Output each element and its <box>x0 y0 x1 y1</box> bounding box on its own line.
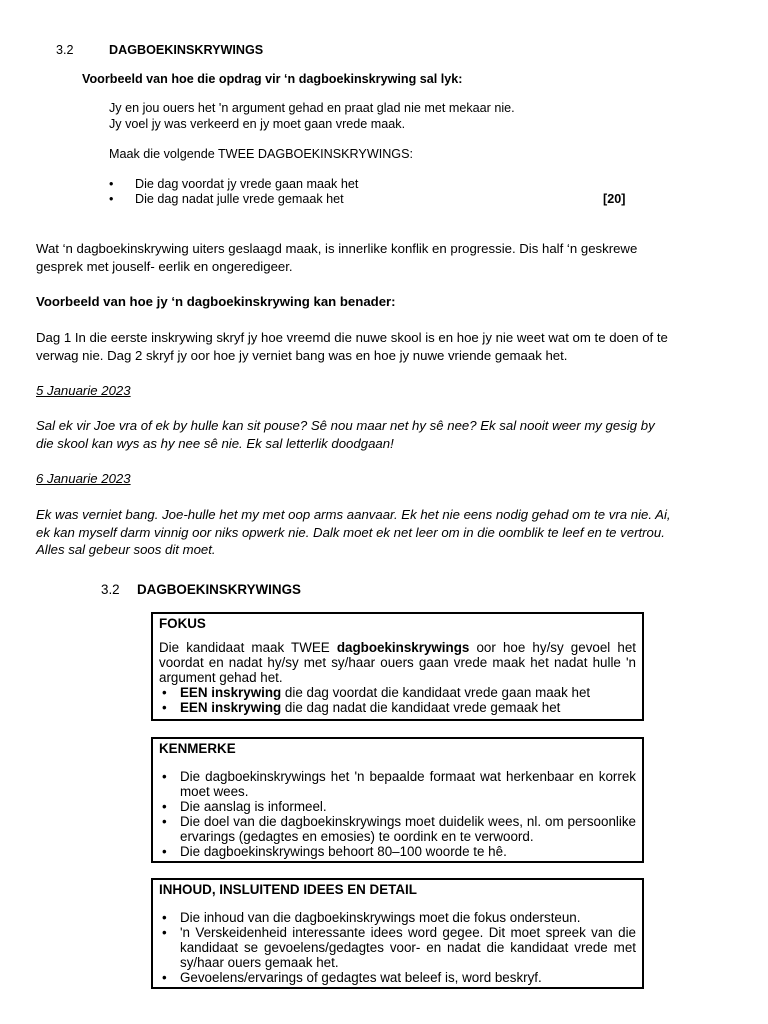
fokus-list <box>159 685 636 715</box>
kenmerke-title: KENMERKE <box>159 741 236 756</box>
inhoud-item-text: Die inhoud van die dagboekinskrywings moet die fokus ondersteun. <box>180 910 581 925</box>
fokus-item-1-bold: EEN inskrywing <box>180 685 282 700</box>
para2-line-2: verwag nie. Dag 2 skryf jy oor hoe jy verniet bang was en hoe jy nuwe vriende gemaak het. <box>36 348 568 363</box>
fokus-item-2-bold: EEN inskrywing <box>180 700 282 715</box>
rubric-section-title: DAGBOEKINSKRYWINGS <box>137 582 301 597</box>
entry2-line-2: ek kan myself darm vinnig oor niks opwerk nie. Dalk moet ek net leer om in die oomblik te leef en te vertrou. <box>36 525 665 540</box>
para1-line-1: Wat ‘n dagboekinskrywing uiters geslaagd maak, is innerlike konflik en progressie. Dis half ‘n geskrewe <box>36 241 638 256</box>
kenmerke-item <box>159 769 636 799</box>
kenmerke-item <box>159 799 636 814</box>
instruction: Maak die volgende TWEE DAGBOEKINSKRYWINGS: <box>109 147 413 161</box>
inhoud-item <box>159 910 636 925</box>
bullet-icon: • <box>162 970 167 985</box>
bullet-icon: • <box>162 700 167 715</box>
fokus-item-2-text: die dag nadat die kandidaat vrede gemaak het <box>281 700 561 715</box>
bullet-icon: • <box>162 685 167 700</box>
rubric-section-number: 3.2 <box>101 582 120 597</box>
fokus-item-1-text: die dag voordat die kandidaat vrede gaan maak het <box>281 685 591 700</box>
kenmerke-list <box>159 769 636 859</box>
example-heading: Voorbeeld van hoe die opdrag vir ‘n dagboekinskrywing sal lyk: <box>82 72 463 86</box>
inhoud-item-text: 'n Verskeidenheid interessante idees word gegee. Dit moet spreek van die kandidaat se gevoelens/gedagtes voor- en nadat die kandidaat vrede met sy/haar ouers gemaak het. <box>180 925 636 970</box>
entry-date-1: 5 Januarie 2023 <box>36 383 131 398</box>
fokus-text-bold: dagboekinskrywings <box>336 640 470 655</box>
inhoud-item <box>159 970 636 985</box>
fokus-text-post: oor hoe hy/sy gevoel het voordat en nadat hy/sy met sy/haar ouers gaan vrede maak het nadat hulle 'n argument gehad het. <box>159 640 637 685</box>
kenmerke-item <box>159 844 636 859</box>
kenmerke-item-text: Die aanslag is informeel. <box>180 799 327 814</box>
inhoud-item <box>159 925 636 970</box>
bullet-icon: • <box>162 844 167 859</box>
para2-line-1: Dag 1 In die eerste inskrywing skryf jy hoe vreemd die nuwe skool is en hoe jy nie weet wat om te doen of te <box>36 330 668 345</box>
task-bullet-1 <box>109 176 358 192</box>
prompt-line-1: Jy en jou ouers het 'n argument gehad en praat glad nie met mekaar nie. <box>109 101 515 115</box>
task-bullet-1-text: Die dag voordat jy vrede gaan maak het <box>135 177 359 191</box>
para1-line-2: gesprek met jouself- eerlik en ongeredigeer. <box>36 259 293 274</box>
fokus-item-1 <box>159 685 636 700</box>
kenmerke-box <box>151 737 644 863</box>
fokus-box <box>151 612 644 721</box>
inhoud-item-text: Gevoelens/ervarings of gedagtes wat beleef is, word beskryf. <box>180 970 542 985</box>
kenmerke-item-text: Die dagboekinskrywings het 'n bepaalde formaat wat herkenbaar en korrek moet wees. <box>180 769 636 799</box>
entry1-line-1: Sal ek vir Joe vra of ek by hulle kan sit pouse? Sê nou maar net hy sê nee? Ek sal nooit weer my gesig by <box>36 418 655 433</box>
task-bullet-2-text: Die dag nadat julle vrede gemaak het <box>135 192 344 206</box>
section-number: 3.2 <box>56 43 74 57</box>
inhoud-box <box>151 878 644 989</box>
inhoud-title: INHOUD, INSLUITEND IDEES EN DETAIL <box>159 882 417 897</box>
entry1-line-2: die skool kan wys as hy nee sê nie. Ek sal letterlik doodgaan! <box>36 436 394 451</box>
bullet-icon: • <box>162 799 167 814</box>
prompt-line-2: Jy voel jy was verkeerd en jy moet gaan vrede maak. <box>109 117 406 131</box>
bullet-icon: • <box>109 177 114 191</box>
bullet-icon: • <box>162 769 167 784</box>
entry2-line-3: Alles sal gebeur soos dit moet. <box>36 542 216 557</box>
approach-heading: Voorbeeld van hoe jy ‘n dagboekinskrywing kan benader: <box>36 294 396 309</box>
task-bullet-2 <box>109 191 344 207</box>
marks: [20] <box>603 192 626 206</box>
entry2-line-1: Ek was verniet bang. Joe-hulle het my met oop arms aanvaar. Ek het nie eens nodig gehad om te vra nie. Ai, <box>36 507 671 522</box>
entry-date-2: 6 Januarie 2023 <box>36 471 131 486</box>
bullet-icon: • <box>162 814 167 829</box>
inhoud-list <box>159 910 636 985</box>
section-title: DAGBOEKINSKRYWINGS <box>109 43 264 57</box>
fokus-title: FOKUS <box>159 616 206 631</box>
fokus-text-pre: Die kandidaat maak TWEE <box>159 640 337 655</box>
bullet-icon: • <box>162 925 167 940</box>
kenmerke-item <box>159 814 636 844</box>
fokus-item-2 <box>159 700 636 715</box>
bullet-icon: • <box>109 192 114 206</box>
kenmerke-item-text: Die dagboekinskrywings behoort 80–100 woorde te hê. <box>180 844 507 859</box>
fokus-text <box>159 640 636 685</box>
kenmerke-item-text: Die doel van die dagboekinskrywings moet duidelik wees, nl. om persoonlike ervarings (gedagtes en emosies) te oordink en te verwoord. <box>180 814 636 844</box>
bullet-icon: • <box>162 910 167 925</box>
